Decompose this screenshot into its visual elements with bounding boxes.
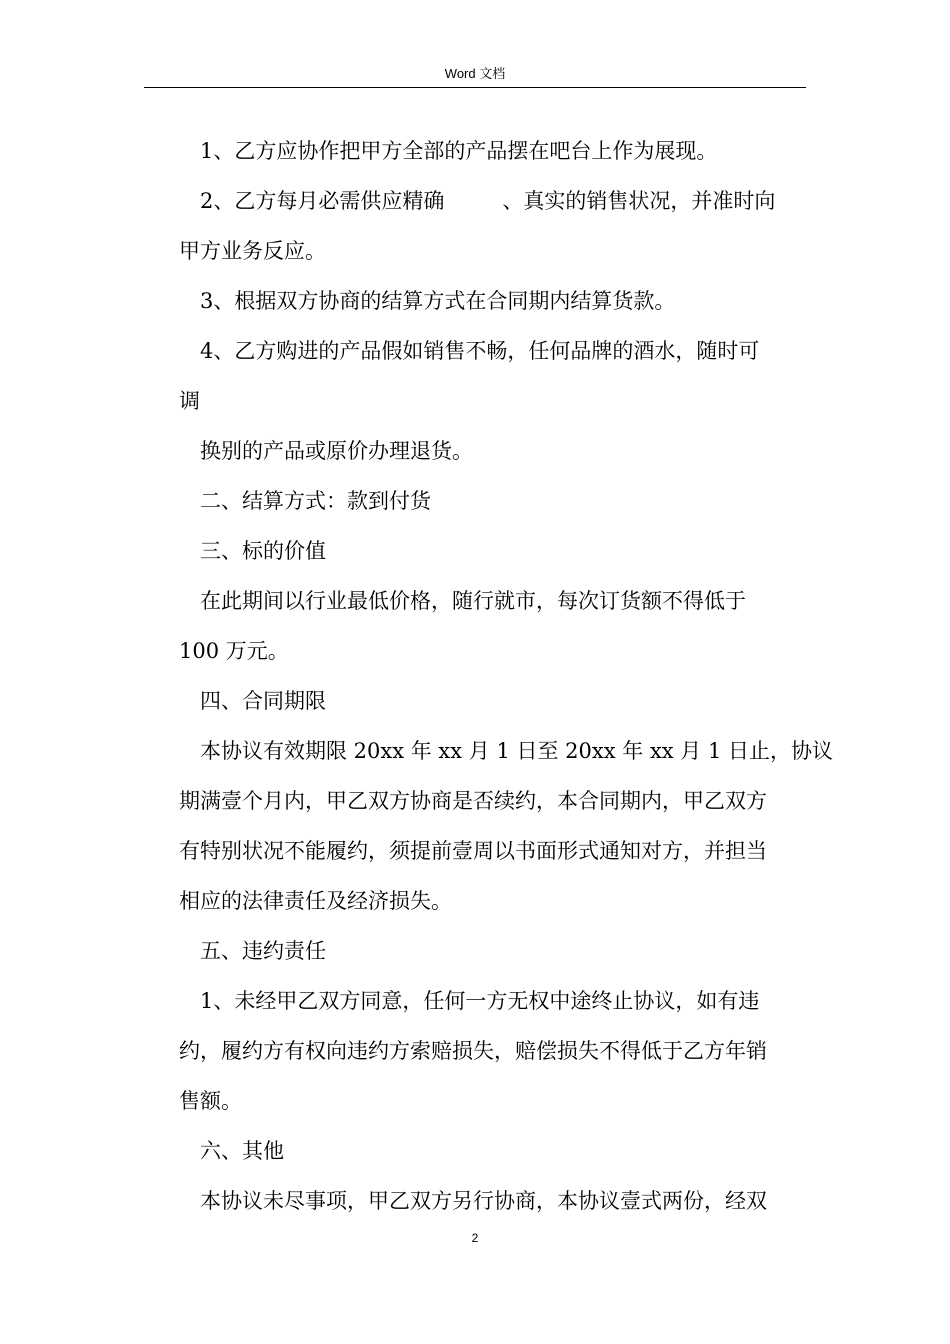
- header-divider: [144, 87, 806, 88]
- section-heading: 二、结算方式：款到付货: [200, 489, 431, 513]
- section-heading: 五、违约责任: [200, 939, 326, 963]
- text-segment: 、真实的销售状况，并准时向: [502, 189, 776, 213]
- text-segment: 2、乙方每月必需供应精确: [200, 189, 445, 213]
- paragraph-line: 4、乙方购进的产品假如销售不畅，任何品牌的酒水，随时可: [200, 339, 760, 363]
- paragraph-line: 3、根据双方协商的结算方式在合同期内结算货款。: [200, 289, 676, 313]
- paragraph-line: 100 万元。: [179, 639, 289, 663]
- paragraph-line: 1、乙方应协作把甲方全部的产品摆在吧台上作为展现。: [200, 139, 718, 163]
- page-number: 2: [471, 1231, 479, 1245]
- paragraph-line: 调: [179, 389, 200, 413]
- section-heading: 三、标的价值: [200, 539, 326, 563]
- paragraph-line: 换别的产品或原价办理退货。: [200, 439, 473, 463]
- paragraph-line: [179, 176, 806, 226]
- section-heading: 六、其他: [200, 1139, 284, 1163]
- paragraph-line: 售额。: [179, 1089, 242, 1113]
- paragraph-line: 在此期间以行业最低价格，随行就市，每次订货额不得低于: [200, 589, 746, 613]
- paragraph-line: 期满壹个月内，甲乙双方协商是否续约，本合同期内，甲乙双方: [179, 789, 767, 813]
- paragraph-line: 本协议有效期限 20xx 年 xx 月 1 日至 20xx 年 xx 月 1 日止，协议: [200, 739, 834, 763]
- paragraph-line: 甲方业务反应。: [179, 239, 326, 263]
- paragraph-line: 有特别状况不能履约，须提前壹周以书面形式通知对方，并担当: [179, 839, 767, 863]
- section-heading: 四、合同期限: [200, 689, 326, 713]
- paragraph-line: 1、未经甲乙双方同意，任何一方无权中途终止协议，如有违: [200, 989, 760, 1013]
- paragraph-line: 本协议未尽事项，甲乙双方另行协商，本协议壹式两份，经双: [200, 1189, 767, 1213]
- paragraph-line: 约，履约方有权向违约方索赔损失，赔偿损失不得低于乙方年销: [179, 1039, 767, 1063]
- paragraph-line: 相应的法律责任及经济损失。: [179, 889, 452, 913]
- document-body: [179, 126, 834, 1226]
- page-header: Word 文档: [444, 66, 506, 81]
